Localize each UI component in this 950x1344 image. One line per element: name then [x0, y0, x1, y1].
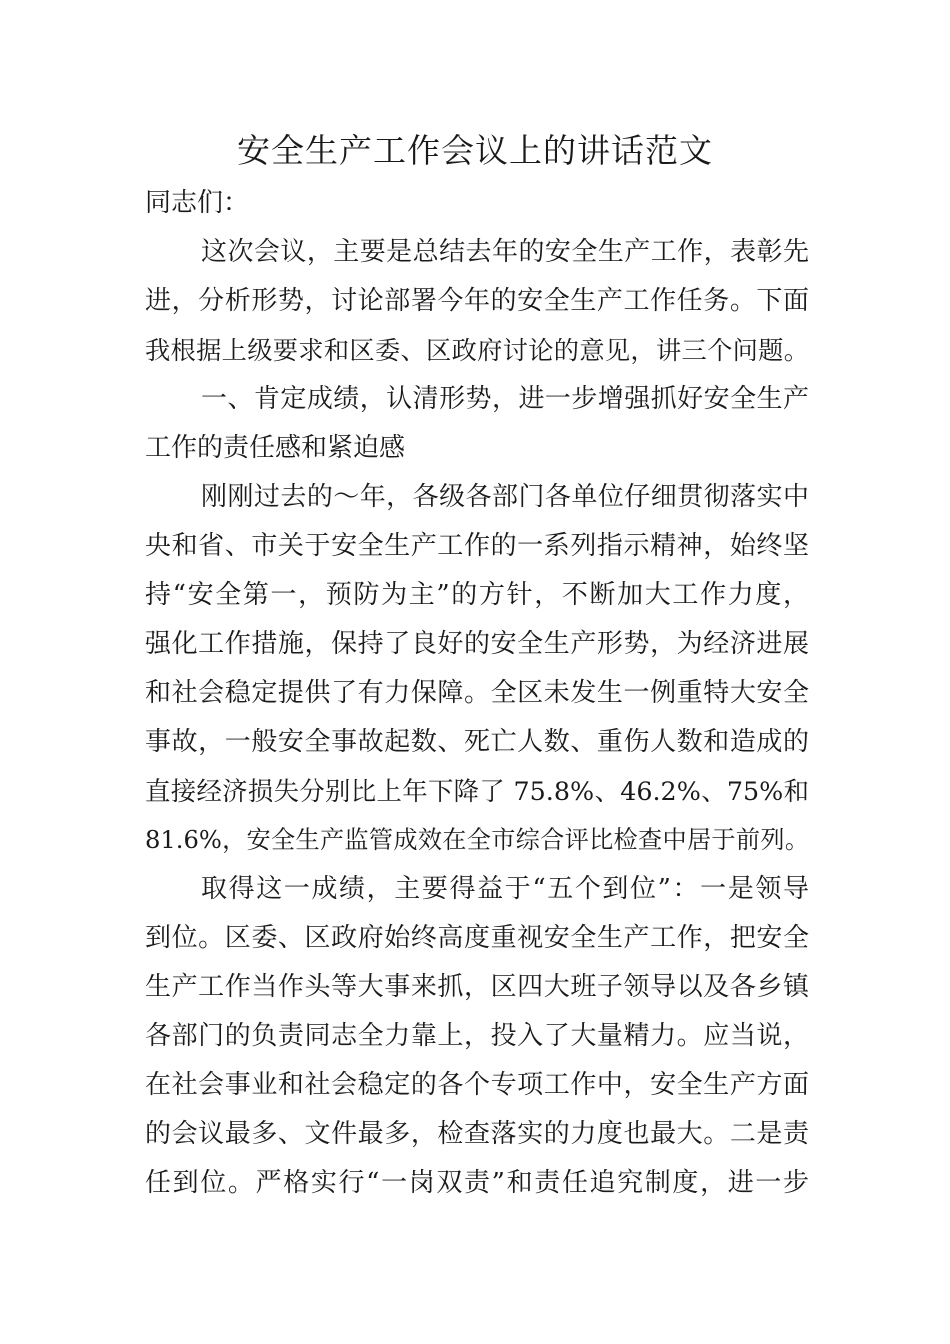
text-line: 同志们： — [145, 188, 250, 218]
text-line: 任到位。严格实行“一岗双责”和责任追究制度，进一步 — [145, 1168, 809, 1198]
text-line: 在社会事业和社会稳定的各个专项工作中，安全生产方面 — [145, 1070, 809, 1100]
text-line: 这次会议，主要是总结去年的安全生产工作，表彰先 — [201, 237, 809, 267]
text-line: 81.6%，安全生产监管成效在全市综合评比检查中居于前列。 — [145, 826, 809, 854]
text-line: 取得这一成绩，主要得益于“五个到位”：一是领导 — [201, 874, 809, 904]
text-line: 强化工作措施，保持了良好的安全生产形势，为经济进展 — [145, 629, 809, 659]
text-line: 的会议最多、文件最多，检查落实的力度也最大。二是责 — [145, 1119, 809, 1149]
text-line: 持“安全第一，预防为主”的方针，不断加大工作力度， — [145, 580, 809, 610]
text-line: 生产工作当作头等大事来抓，区四大班子领导以及各乡镇 — [145, 972, 809, 1002]
text-line: 一、肯定成绩，认清形势，进一步增强抓好安全生产 — [201, 384, 809, 414]
text-line: 和社会稳定提供了有力保障。全区未发生一例重特大安全 — [145, 678, 809, 708]
text-line: 进，分析形势，讨论部署今年的安全生产工作任务。下面 — [145, 286, 809, 316]
document-title: 安全生产工作会议上的讲话范文 — [237, 131, 713, 170]
text-line: 事故，一般安全事故起数、死亡人数、重伤人数和造成的 — [145, 727, 809, 757]
text-line: 各部门的负责同志全力靠上，投入了大量精力。应当说， — [145, 1021, 809, 1051]
text-line: 工作的责任感和紧迫感 — [145, 433, 406, 463]
text-line: 央和省、市关于安全生产工作的一系列指示精神，始终坚 — [145, 531, 809, 561]
text-line: 直接经济损失分别比上年下降了 75.8%、46.2%、75%和 — [145, 776, 809, 806]
text-line: 到位。区委、区政府始终高度重视安全生产工作，把安全 — [145, 923, 809, 953]
text-line: 我根据上级要求和区委、区政府讨论的意见，讲三个问题。 — [145, 336, 809, 365]
text-line: 刚刚过去的～年，各级各部门各单位仔细贯彻落实中 — [201, 482, 809, 512]
document-body — [145, 179, 809, 1208]
